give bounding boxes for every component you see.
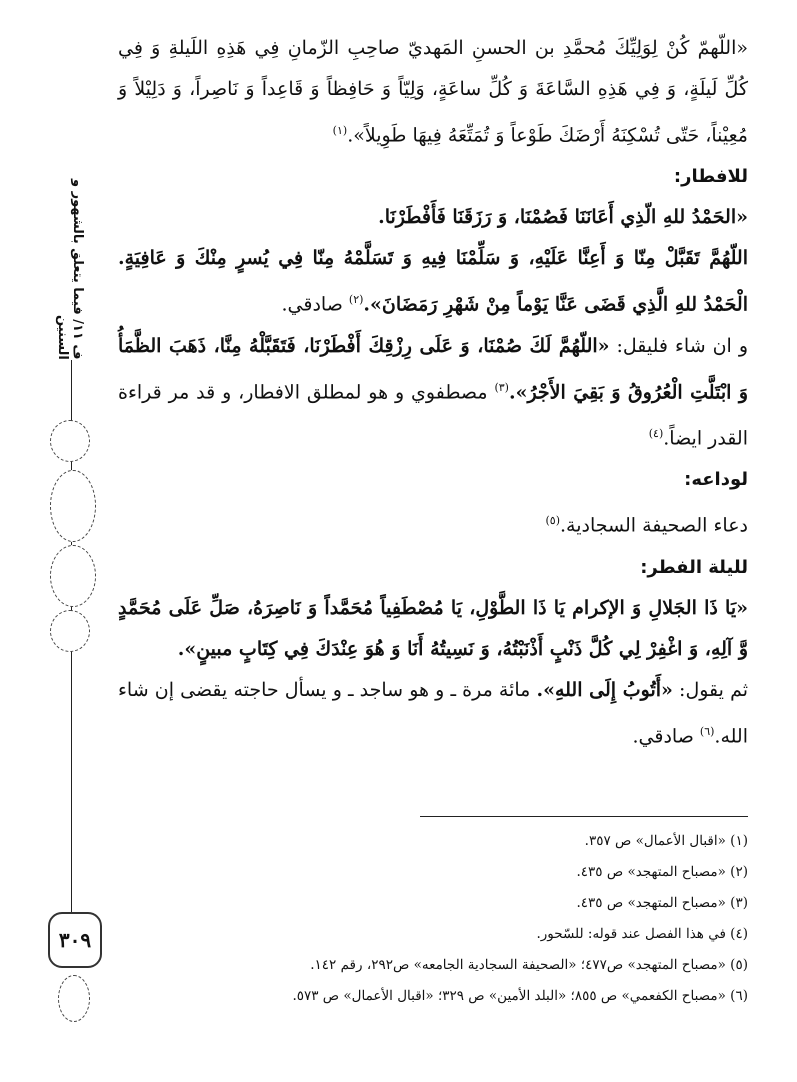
ornament-icon [50, 470, 96, 542]
text: مصطفوي و هو لمطلق الافطار، و قد مر قراءة القدر ايضاً. [118, 380, 748, 450]
running-header: ف ١١/ فيما يتعلق بالشهور و السنين [55, 179, 85, 360]
paragraph [118, 670, 748, 757]
text: مائة مرة ـ و هو ساجد ـ و يسأل حاجته يقضى إن شاء الله. [118, 678, 748, 747]
prayer-text: «يَا ذَا الجَلالِ وَ الإكرام يَا ذَا الطَّوْلِ، يَا مُصْطَفِياً مُحَمَّداً وَ نَاصِرَهُ، صَلِّ عَلَى مُحَمَّدٍ وَّ آلِهِ، وَ اغْفِرْ لِي كُلَّ ذَنْبٍ أَذْنَبْتُهُ، وَ نَسِيتُهُ أَنَا وَ هُوَ عِنْدَكَ فِي كِتَابٍ مبينٍ». [118, 596, 748, 660]
footnote: (٣) «مصباح المتهجد» ص ٤٣٥. [576, 895, 748, 911]
paragraph [118, 326, 748, 460]
paragraph [118, 28, 748, 156]
text: و ان شاء فليقل: [609, 334, 748, 357]
footnote-ref[interactable]: (١) [332, 124, 348, 137]
prayer-text: «الحَمْدُ للهِ الّذِي أَعَانَنَا فَصُمْنَا، وَ رَزَقَنَا فَأَفْطَرْنَا. [378, 206, 748, 229]
prayer-text: «اللّهمّ كُنْ لِوَلِيِّكَ مُحمَّدِ بن الحسنِ المَهديّ صاحِبِ الزّمانِ فِي هَذِهِ اللَيلةِ وَ فِي كُلِّ لَيلَةٍ، وَ فِي هَذِهِ السَّاعَةَ وَ كُلِّ ساعَةٍ، وَلِيّاً وَ حَافِظاً وَ قَاعِداً وَ نَاصِراً، وَ دَلِيْلاً وَ مُعِيْناً، حَتّى تُسْكِنَهُ أَرْضَكَ طَوْعاً وَ تُمَتِّعَهُ فِيهَا طَوِيلاً». [118, 37, 748, 147]
ornament-icon [50, 610, 90, 652]
footnote: (١) «اقبال الأعمال» ص ٣٥٧. [584, 833, 748, 849]
footnote-ref[interactable]: (٦) [699, 724, 715, 738]
page-number: ٣٠٩ [48, 912, 102, 968]
footnote-ref[interactable]: (٣) [494, 380, 509, 394]
text: ثم يقول: [672, 678, 749, 701]
text: دعاء الصحيفة السجادية. [560, 514, 748, 537]
section-heading: لوداعه: [684, 469, 748, 491]
footnote-ref[interactable]: (٥) [545, 514, 560, 528]
main-text [118, 28, 748, 757]
prayer-text: اللّهُمَّ تَقَبَّلْ مِنّا وَ أَعِنَّا عَلَيْهِ، وَ سَلِّمْنَا فِيهِ وَ تَسَلَّمْهُ مِنّا فِي يُسرٍ مِنْكَ وَ عَافِيَةٍ. الْحَمْدُ للهِ الَّذِي قَضَى عَنَّا يَوْماً مِنْ شَهْرِ رَمَضَانَ». [118, 247, 748, 316]
source-text: صادقي. [632, 724, 700, 747]
footnote: (٥) «مصباح المتهجد» ص٤٧٧؛ «الصحيفة السجادية الجامعه» ص٢٩٢، رقم ١٤٢. [310, 957, 748, 973]
footnotes [180, 826, 748, 1012]
footnote: (٢) «مصباح المتهجد» ص ٤٣٥. [576, 864, 748, 880]
footnote-ref[interactable]: (٤) [648, 426, 664, 440]
ornament-icon [50, 545, 96, 607]
section-heading: لليلة الفطر: [640, 556, 748, 578]
paragraph [118, 238, 748, 325]
footnote-ref[interactable]: (٢) [348, 293, 364, 307]
footnote-divider [420, 816, 748, 817]
paragraph [118, 500, 748, 546]
ornament-icon [58, 975, 90, 1022]
ornament-icon [50, 420, 90, 462]
footnote: (٦) «مصباح الكفعمي» ص ٨٥٥؛ «البلد الأمين» ص ٣٢٩؛ «اقبال الأعمال» ص ٥٧٣. [292, 988, 748, 1004]
section-heading: للافطار: [673, 166, 748, 188]
footnote: (٤) في هذا الفصل عند قوله: للسّحور. [536, 926, 748, 942]
prayer-text: «أَتُوبُ إِلَى اللهِ». [536, 678, 673, 701]
source-text: صادقي. [281, 293, 349, 316]
prayer-text: «اللّهُمَّ لَكَ صُمْنَا، وَ عَلَى رِزْقِكَ أَفْطَرْنَا، فَتَقَبَّلْهُ مِنَّا، ذَهَبَ الظَّمَأُ وَ ابْتَلَّتِ الْعُرُوقُ وَ بَقِيَ الأَجْرُ». [118, 334, 749, 403]
